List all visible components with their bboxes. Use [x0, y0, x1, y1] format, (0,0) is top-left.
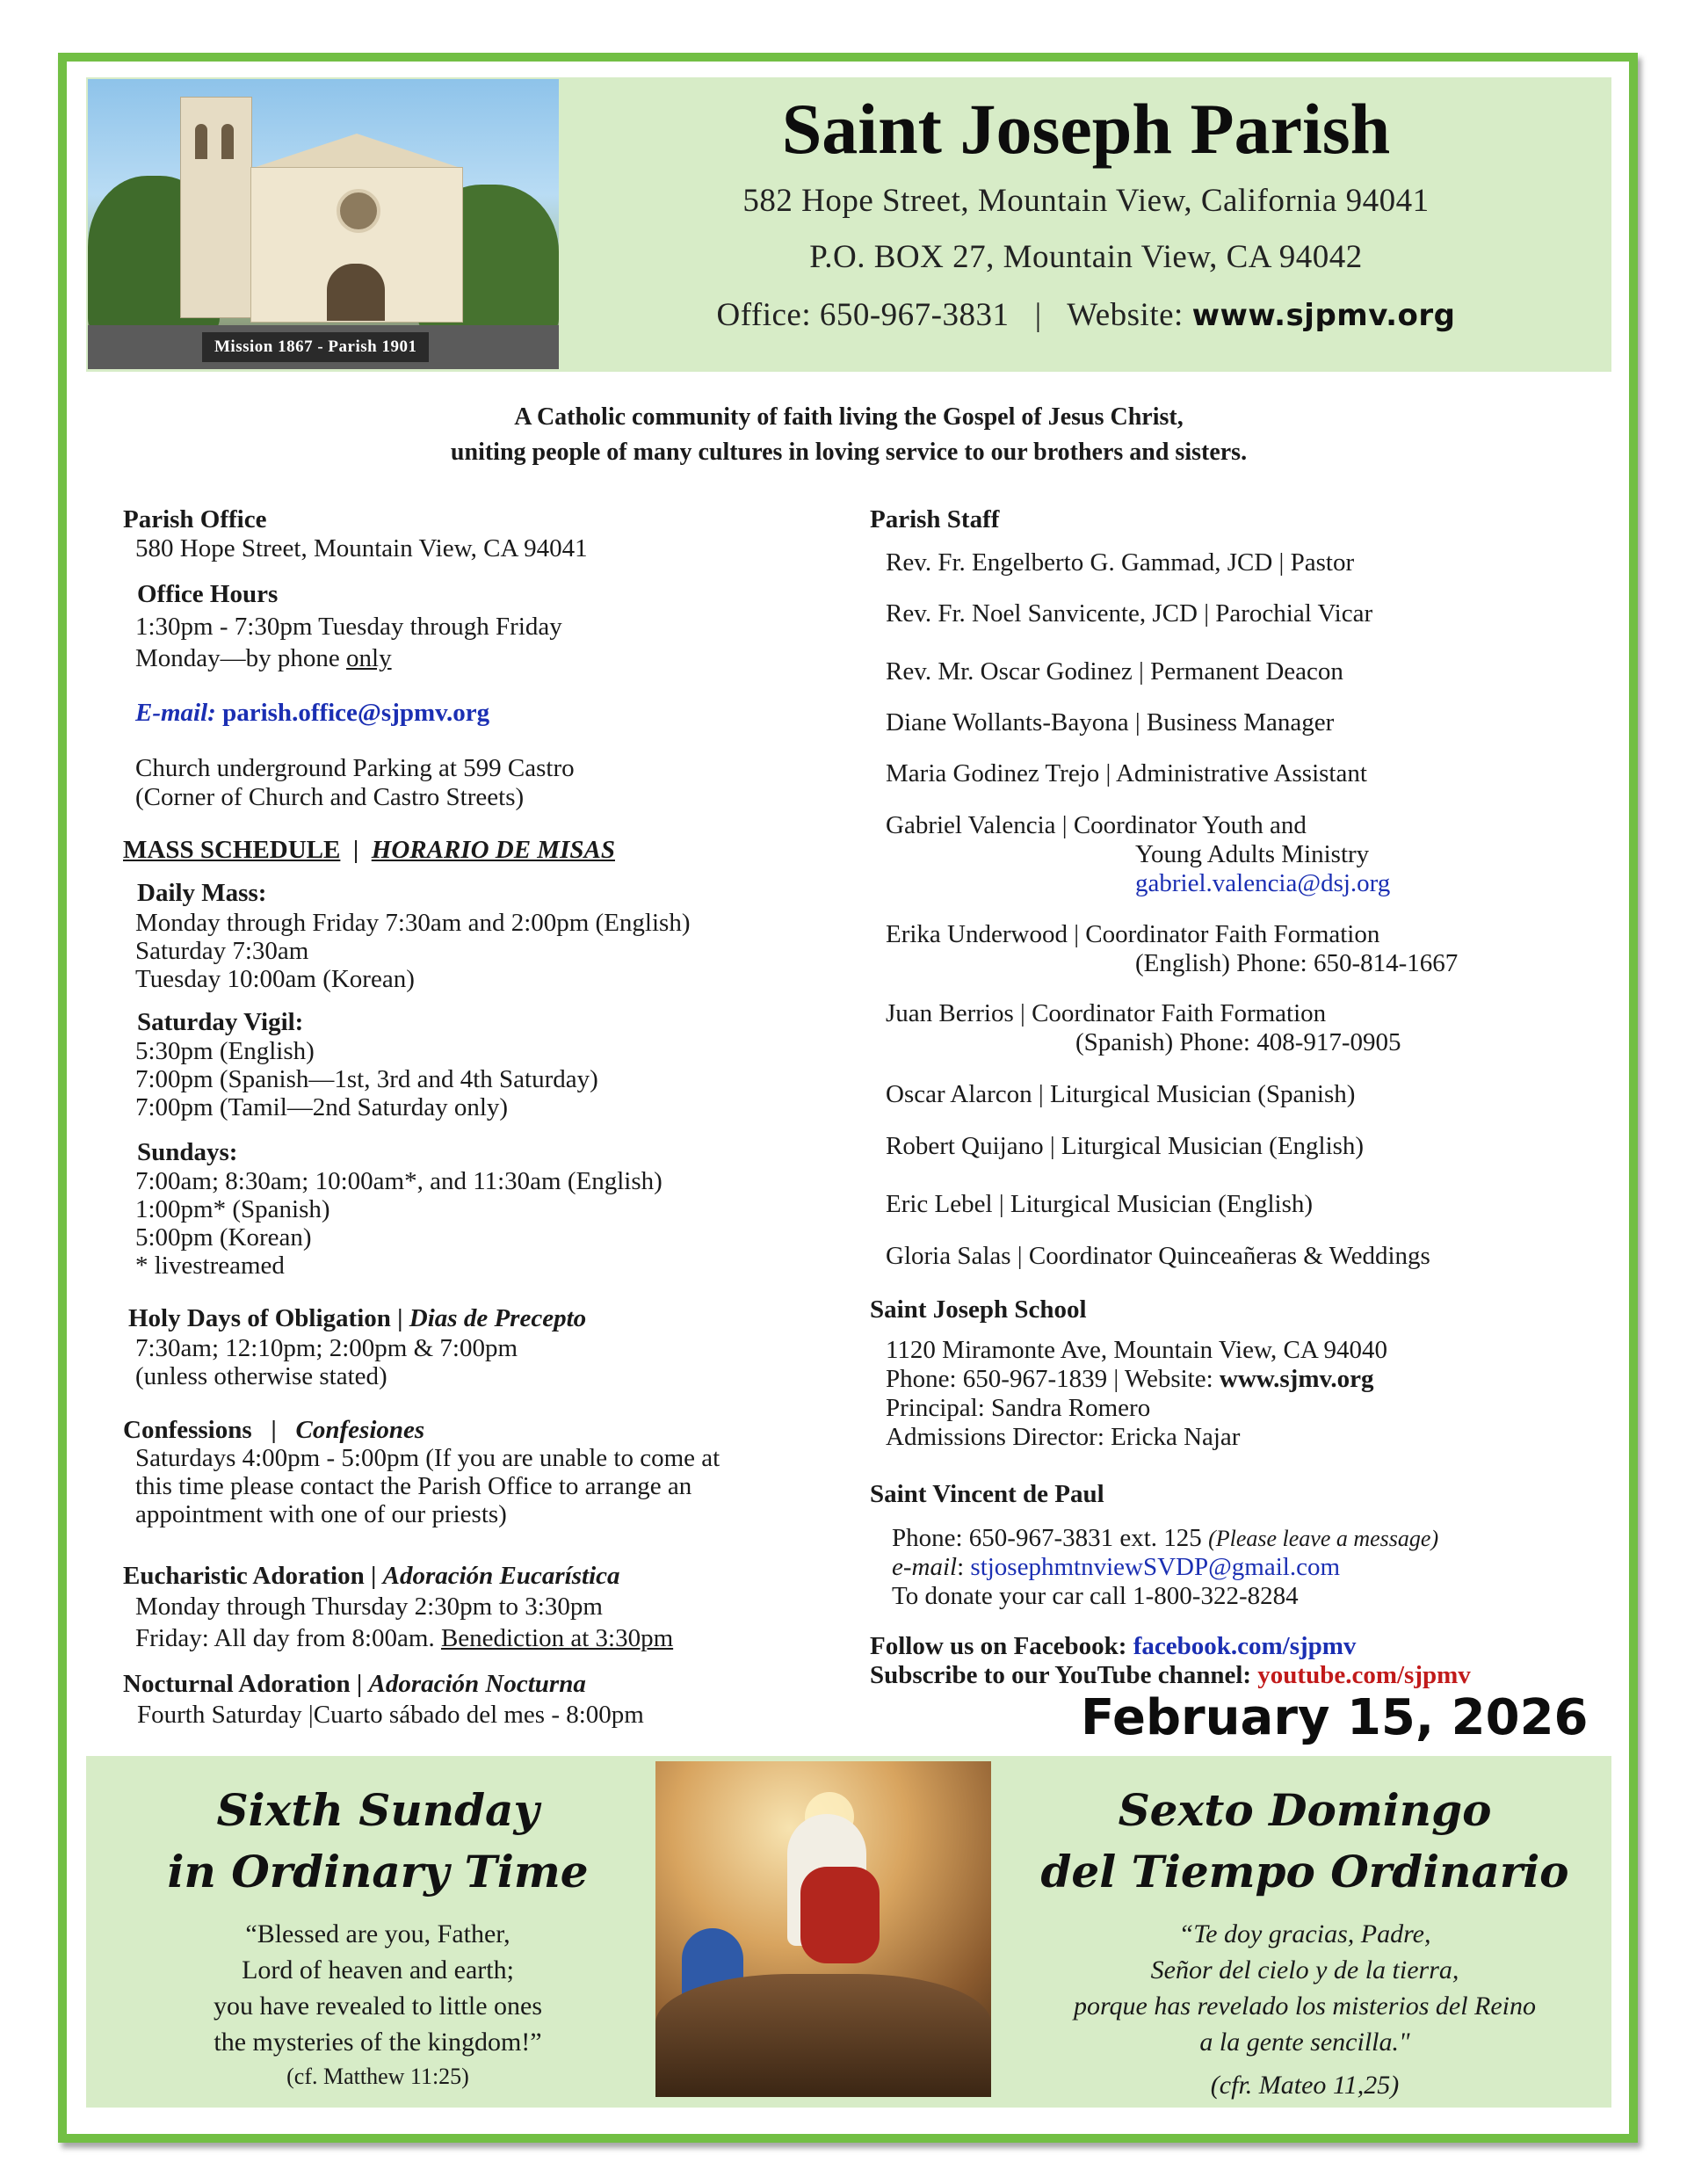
daily-mass-line: Tuesday 10:00am (Korean) — [135, 965, 415, 993]
parish-staff-heading: Parish Staff — [870, 505, 1000, 533]
staff-vicar: Rev. Fr. Noel Sanvicente, JCD | Parochial Vicar — [886, 599, 1373, 628]
facebook-link[interactable]: facebook.com/sjpmv — [1133, 1632, 1357, 1660]
daily-mass-heading: Daily Mass: — [137, 879, 267, 907]
staff-deacon: Rev. Mr. Oscar Godinez | Permanent Deacon — [886, 657, 1343, 686]
po-box-address: P.O. BOX 27, Mountain View, CA 94042 — [809, 239, 1363, 275]
english-quote: “Blessed are you, Father, Lord of heaven and earth; you have revealed to little ones the mysteries of the kingdom!” (cf. Matthew 11:25) — [213, 1919, 543, 2089]
school-website-link[interactable]: www.sjmv.org — [1219, 1365, 1374, 1393]
photo-caption: Mission 1867 - Parish 1901 — [202, 332, 429, 362]
staff-youth-email[interactable]: gabriel.valencia@dsj.org — [1135, 869, 1391, 897]
sunday-line: 1:00pm* (Spanish) — [135, 1195, 330, 1223]
confessions-line: appointment with one of our priests) — [135, 1500, 507, 1528]
parish-office-address: 580 Hope Street, Mountain View, CA 94041 — [135, 534, 588, 562]
email-line — [135, 699, 489, 728]
sunday-line: 5:00pm (Korean) — [135, 1223, 312, 1252]
gospel-illustration — [655, 1761, 991, 2097]
office-hours-monday: Monday—by phone only — [135, 644, 392, 672]
daily-mass-line: Monday through Friday 7:30am and 2:00pm (English) — [135, 909, 691, 937]
spanish-quote: “Te doy gracias, Padre, Señor del cielo y de la tierra, porque has revelado los misterios del Reino a la gente sencilla." (cfr. Mateo 11,25) — [1073, 1919, 1537, 2100]
bulletin-date: February 15, 2026 — [1081, 1689, 1589, 1746]
staff-business-manager: Diane Wollants-Bayona | Business Manager — [886, 708, 1335, 736]
spanish-title-line-2: del Tiempo Ordinario — [1040, 1846, 1569, 1897]
sundays-heading: Sundays: — [137, 1138, 238, 1166]
sunday-line: 7:00am; 8:30am; 10:00am*, and 11:30am (English) — [135, 1167, 662, 1195]
staff-faith-formation-en: Erika Underwood | Coordinator Faith Formation — [886, 920, 1380, 948]
website-label: Website: — [1067, 297, 1184, 333]
holy-days-line: (unless otherwise stated) — [135, 1362, 387, 1390]
staff-youth-coordinator: Gabriel Valencia | Coordinator Youth and — [886, 811, 1307, 839]
facebook-line: Follow us on Facebook: facebook.com/sjpmv — [870, 1632, 1357, 1660]
holy-days-line: 7:30am; 12:10pm; 2:00pm & 7:00pm — [135, 1334, 518, 1362]
svdp-car-donation: To donate your car call 1-800-322-8284 — [892, 1582, 1299, 1610]
mass-schedule-heading: MASS SCHEDULE | HORARIO DE MISAS — [123, 836, 615, 864]
mission-line-1: A Catholic community of faith living the Gospel of Jesus Christ, — [514, 403, 1184, 431]
staff-pastor: Rev. Fr. Engelberto G. Gammad, JCD | Pastor — [886, 548, 1355, 577]
saturday-vigil-heading: Saturday Vigil: — [137, 1008, 304, 1036]
separator: | — [1034, 297, 1042, 333]
staff-musician-spanish: Oscar Alarcon | Liturgical Musician (Spanish) — [886, 1080, 1356, 1108]
english-title-line-2: in Ordinary Time — [167, 1846, 589, 1897]
staff-faith-formation-es-phone: (Spanish) Phone: 408-917-0905 — [1075, 1028, 1401, 1056]
svdp-email-line: e-mail: stjosephmtnviewSVDP@gmail.com — [892, 1553, 1341, 1581]
staff-faith-formation-es: Juan Berrios | Coordinator Faith Formation — [886, 999, 1327, 1027]
confessions-line: this time please contact the Parish Office to arrange an — [135, 1472, 692, 1500]
adoration-line: Monday through Thursday 2:30pm to 3:30pm — [135, 1593, 603, 1621]
school-contact: Phone: 650-967-1839 | Website: www.sjmv.org — [886, 1365, 1374, 1393]
eucharistic-adoration-heading: Eucharistic Adoration | Adoración Eucarística — [123, 1562, 620, 1590]
sunday-line: * livestreamed — [135, 1252, 285, 1280]
office-hours-line: 1:30pm - 7:30pm Tuesday through Friday — [135, 613, 562, 641]
office-hours-heading: Office Hours — [137, 580, 279, 608]
church-photo — [88, 79, 559, 369]
confessions-line: Saturdays 4:00pm - 5:00pm (If you are unable to come at — [135, 1444, 720, 1472]
staff-musician-english-2: Eric Lebel | Liturgical Musician (English) — [886, 1190, 1314, 1218]
staff-admin-assistant: Maria Godinez Trejo | Administrative Assistant — [886, 759, 1367, 787]
vigil-line: 7:00pm (Tamil—2nd Saturday only) — [135, 1093, 509, 1121]
school-address: 1120 Miramonte Ave, Mountain View, CA 94040 — [886, 1336, 1387, 1364]
staff-faith-formation-en-phone: (English) Phone: 650-814-1667 — [1135, 949, 1459, 977]
parking-line-1: Church underground Parking at 599 Castro — [135, 754, 575, 782]
staff-musician-english: Robert Quijano | Liturgical Musician (English) — [886, 1132, 1365, 1160]
youtube-link[interactable]: youtube.com/sjpmv — [1257, 1661, 1471, 1689]
mission-line-2: uniting people of many cultures in loving service to our brothers and sisters. — [450, 439, 1248, 466]
email-link[interactable]: parish.office@sjpmv.org — [222, 699, 490, 727]
vigil-line: 7:00pm (Spanish—1st, 3rd and 4th Saturday) — [135, 1065, 598, 1093]
parish-title: Saint Joseph Parish — [781, 89, 1391, 169]
spanish-title-line-1: Sexto Domingo — [1118, 1784, 1492, 1836]
staff-youth-coordinator-cont: Young Adults Ministry — [1135, 840, 1370, 868]
parking-line-2: (Corner of Church and Castro Streets) — [135, 783, 525, 811]
email-label: E-mail: — [135, 699, 216, 727]
nocturnal-adoration-heading: Nocturnal Adoration | Adoración Nocturna — [123, 1670, 586, 1698]
contact-line — [559, 296, 1613, 334]
confessions-heading: Confessions | Confesiones — [123, 1416, 425, 1444]
school-admissions: Admissions Director: Ericka Najar — [886, 1423, 1241, 1451]
school-principal: Principal: Sandra Romero — [886, 1394, 1151, 1422]
school-heading: Saint Joseph School — [870, 1295, 1087, 1324]
street-address: 582 Hope Street, Mountain View, California 94041 — [742, 183, 1430, 219]
youtube-line: Subscribe to our YouTube channel: youtube.com/sjpmv — [870, 1661, 1471, 1689]
vigil-line: 5:30pm (English) — [135, 1037, 315, 1065]
nocturnal-adoration-line: Fourth Saturday |Cuarto sábado del mes - 8:00pm — [137, 1701, 644, 1729]
svdp-email-link[interactable]: stjosephmtnviewSVDP@gmail.com — [970, 1553, 1341, 1581]
holy-days-heading: Holy Days of Obligation | Dias de Precepto — [128, 1304, 587, 1332]
english-title-line-1: Sixth Sunday — [216, 1784, 539, 1836]
staff-quinceanera-coordinator: Gloria Salas | Coordinator Quinceañeras & Weddings — [886, 1242, 1430, 1270]
svdp-phone: Phone: 650-967-3831 ext. 125 (Please leave a message) — [892, 1524, 1439, 1552]
svdp-heading: Saint Vincent de Paul — [870, 1480, 1104, 1508]
parish-office-heading: Parish Office — [123, 505, 267, 533]
website-link[interactable]: www.sjpmv.org — [1191, 298, 1456, 333]
adoration-friday-line: Friday: All day from 8:00am. Benediction at 3:30pm — [135, 1624, 674, 1652]
daily-mass-line: Saturday 7:30am — [135, 937, 309, 965]
office-phone: Office: 650-967-3831 — [716, 297, 1010, 333]
